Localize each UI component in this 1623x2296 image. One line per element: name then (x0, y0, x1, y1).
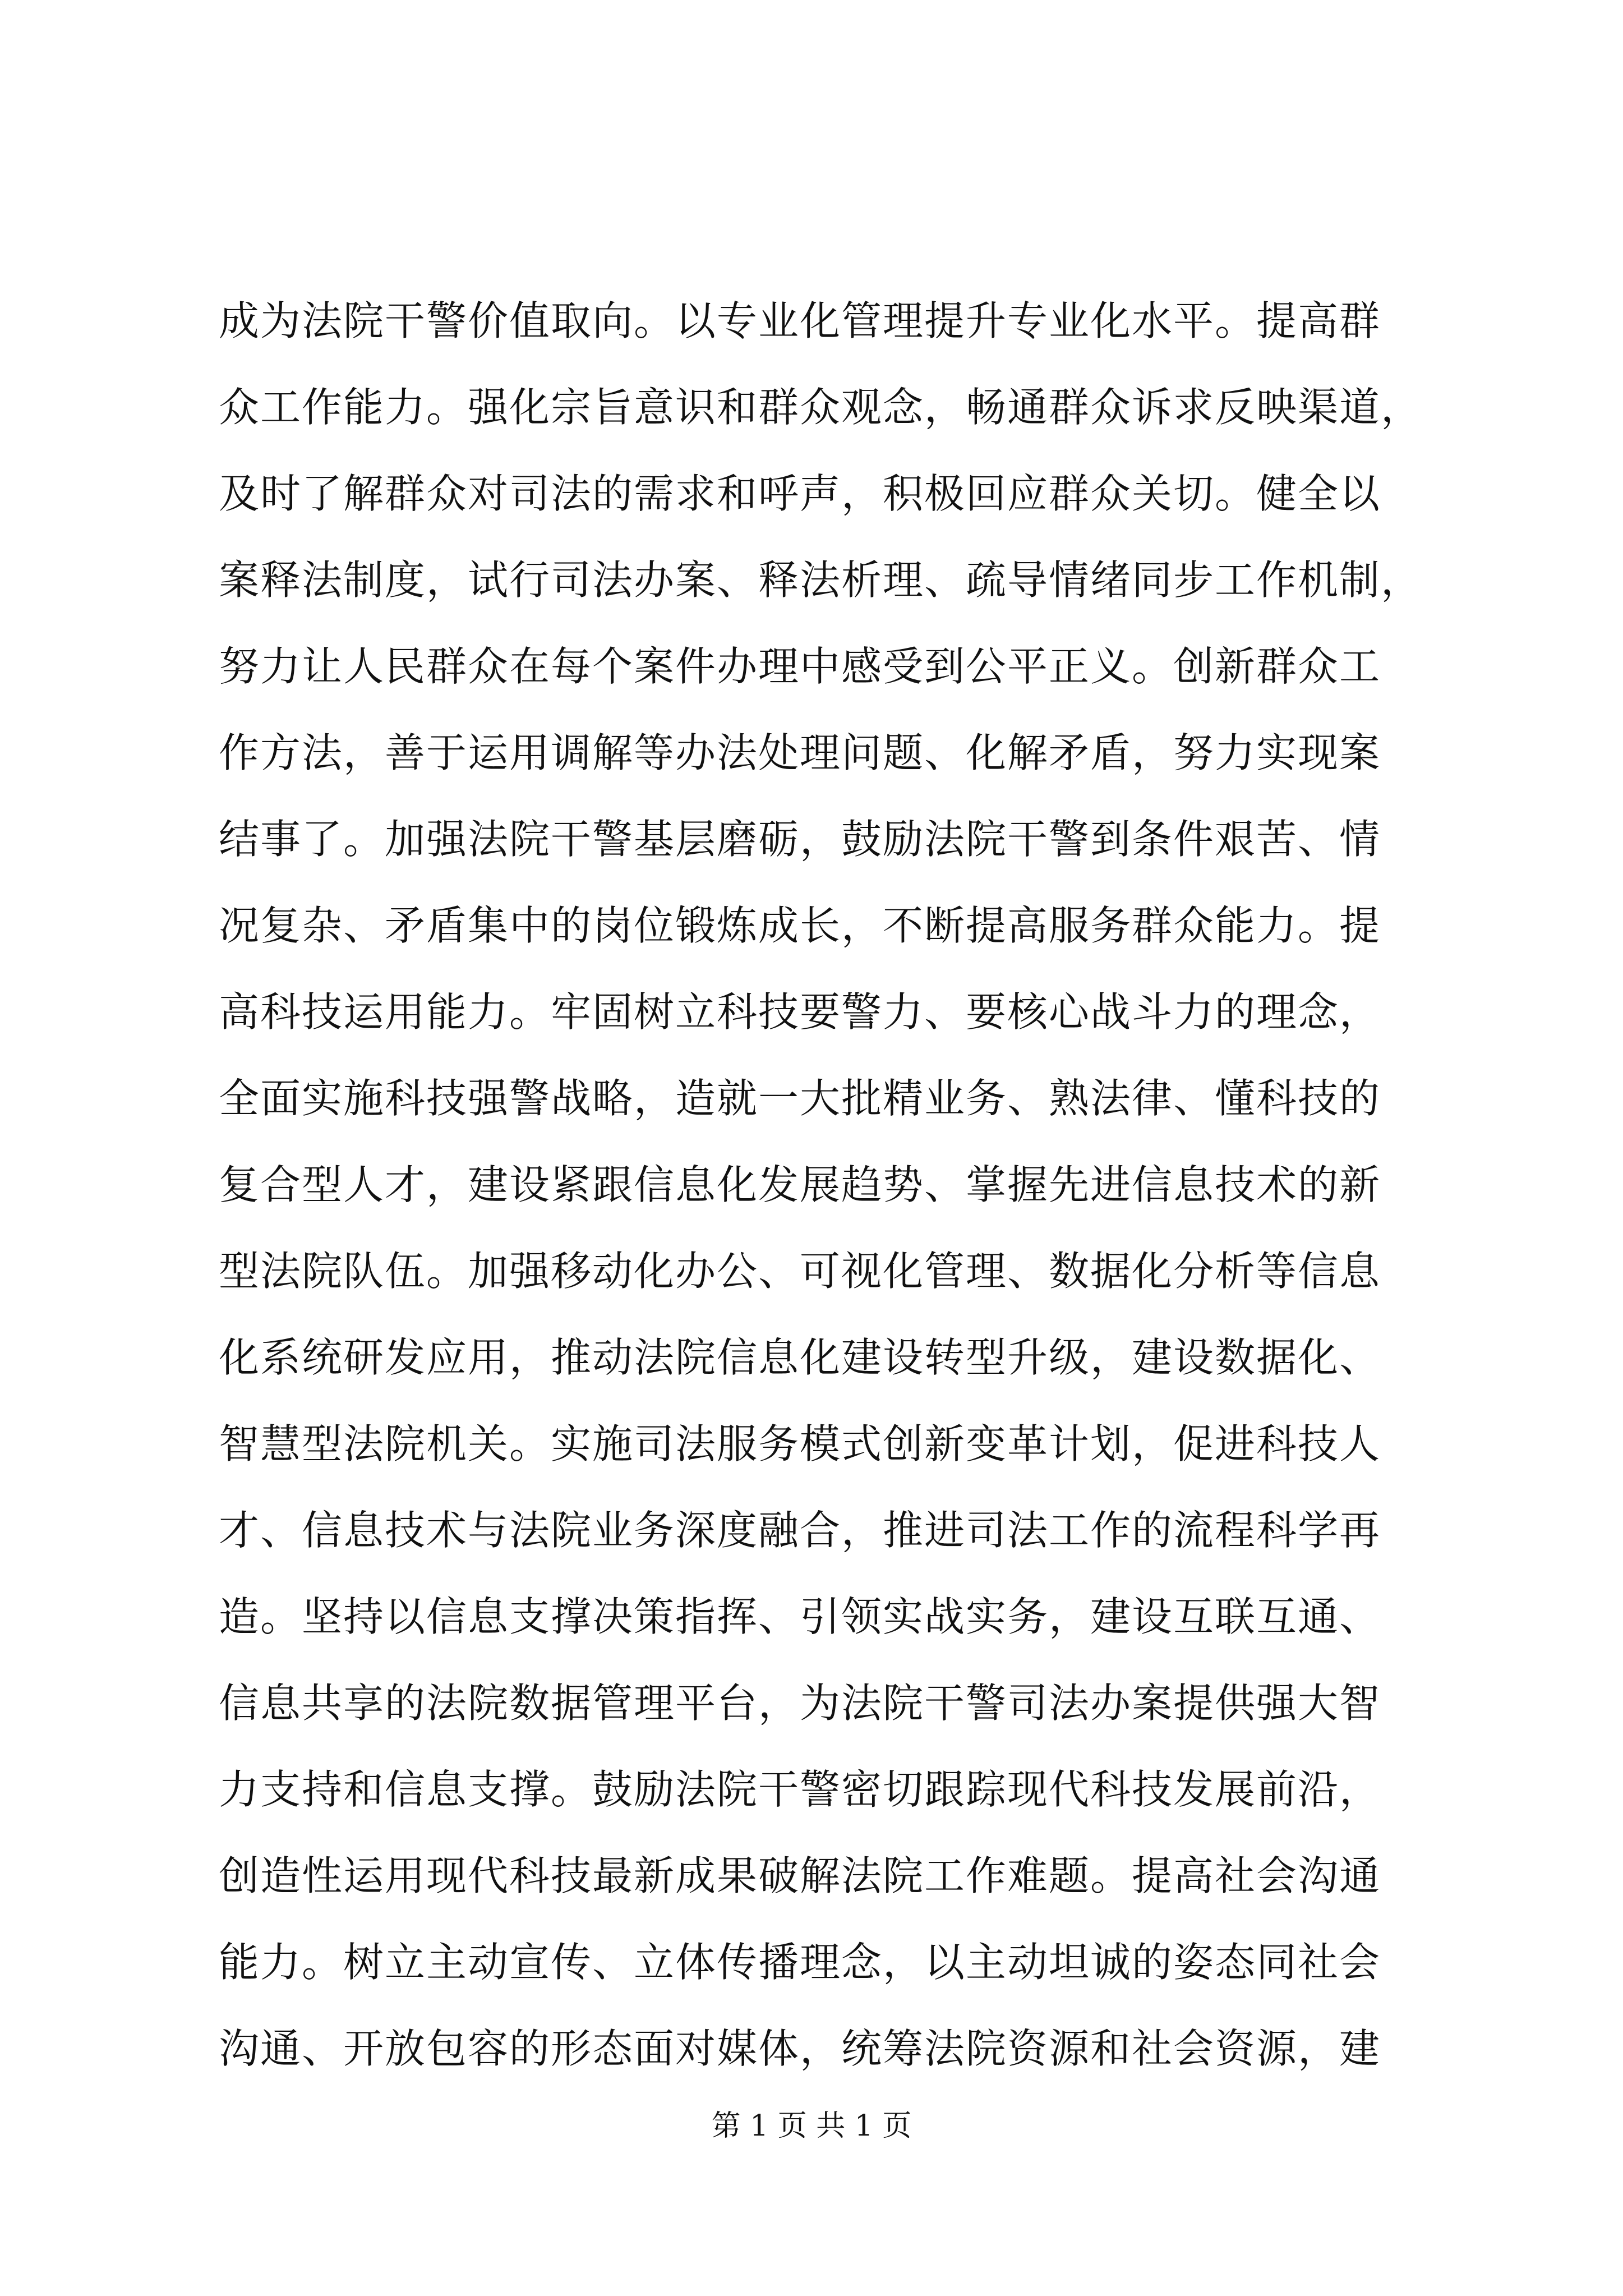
text-line: 创造性运用现代科技最新成果破解法院工作难题。提高社会沟通 (219, 1852, 1381, 1899)
page-footer (0, 2106, 1623, 2146)
text-line: 高科技运用能力。牢固树立科技要警力、要核心战斗力的理念， (219, 988, 1381, 1036)
body-paragraph (219, 278, 1430, 2092)
text-line: 信息共享的法院数据管理平台，为法院干警司法办案提供强大智 (219, 1680, 1381, 1727)
text-line: 能力。树立主动宣传、立体传播理念，以主动坦诚的姿态同社会 (219, 1939, 1381, 1986)
text-line: 沟通、开放包容的形态面对媒体，统筹法院资源和社会资源，建 (219, 2025, 1381, 2072)
text-line: 众工作能力。强化宗旨意识和群众观念，畅通群众诉求反映渠道， (219, 384, 1423, 431)
text-line: 力支持和信息支撑。鼓励法院干警密切跟踪现代科技发展前沿， (219, 1766, 1381, 1813)
text-line: 化系统研发应用，推动法院信息化建设转型升级，建设数据化、 (219, 1334, 1381, 1381)
text-line: 才、信息技术与法院业务深度融合，推进司法工作的流程科学再 (219, 1507, 1381, 1554)
text-line: 成为法院干警价值取向。以专业化管理提升专业化水平。提高群 (219, 297, 1381, 344)
text-line: 复合型人才，建设紧跟信息化发展趋势、掌握先进信息技术的新 (219, 1161, 1381, 1208)
text-line: 及时了解群众对司法的需求和呼声，积极回应群众关切。健全以 (219, 470, 1381, 517)
text-line: 案释法制度，试行司法办案、释法析理、疏导情绪同步工作机制， (219, 556, 1423, 604)
text-line: 结事了。加强法院干警基层磨砺，鼓励法院干警到条件艰苦、情 (219, 816, 1381, 863)
text-line: 智慧型法院机关。实施司法服务模式创新变革计划，促进科技人 (219, 1420, 1381, 1467)
text-line: 造。坚持以信息支撑决策指挥、引领实战实务，建设互联互通、 (219, 1593, 1381, 1640)
text-line: 努力让人民群众在每个案件办理中感受到公平正义。创新群众工 (219, 643, 1381, 690)
text-line: 作方法，善于运用调解等办法处理问题、化解矛盾，努力实现案 (219, 729, 1381, 776)
text-line: 型法院队伍。加强移动化办公、可视化管理、数据化分析等信息 (219, 1248, 1381, 1295)
text-line: 况复杂、矛盾集中的岗位锻炼成长，不断提高服务群众能力。提 (219, 902, 1381, 949)
page-number: 第 1 页 共 1 页 (711, 2109, 912, 2143)
text-line: 全面实施科技强警战略，造就一大批精业务、熟法律、懂科技的 (219, 1075, 1381, 1122)
